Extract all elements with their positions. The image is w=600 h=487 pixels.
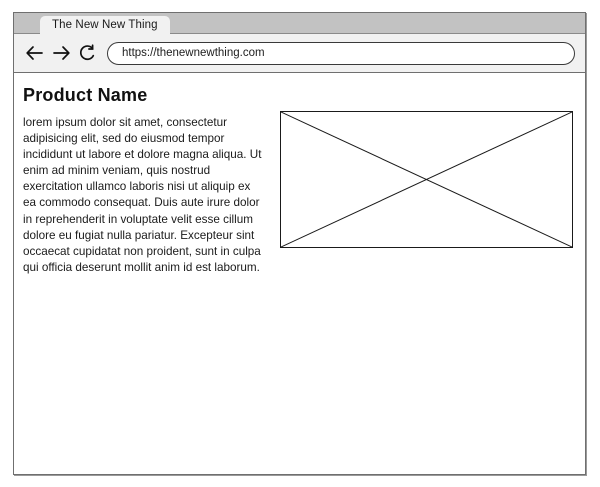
tab-label: The New New Thing [52,19,158,31]
tab-the-new-new-thing[interactable] [40,16,170,34]
page-title: Product Name [23,85,148,105]
address-bar[interactable] [107,42,575,65]
browser-toolbar [14,34,585,73]
arrow-right-icon [50,42,72,64]
reload-icon [77,43,97,63]
page-content [14,73,585,473]
body-paragraph: lorem ipsum dolor sit amet, consectetur adipisicing elit, sed do eiusmod tempor incididunt ut labore et dolore magna aliqua. Ut enim ad minim veniam, quis nostrud exercitation ullamco laboris nisi ut aliquip ex ea commodo consequat. Duis aute irure dolor in reprehenderit in voluptate velit esse cillum dolore eu fugiat nulla pariatur. Excepteur sint occaecat cupidatat non proident, sunt in culpa qui officia deserunt mollit anim id est laborum. [23,116,262,274]
image-placeholder-crossbox-icon [281,112,572,247]
url-text: https://thenewnewthing.com [122,47,265,59]
forward-button[interactable] [48,40,74,66]
arrow-left-icon [24,42,46,64]
back-button[interactable] [22,40,48,66]
reload-button[interactable] [74,40,100,66]
browser-window [13,12,586,475]
tab-strip [14,13,585,34]
image-placeholder [280,111,573,248]
